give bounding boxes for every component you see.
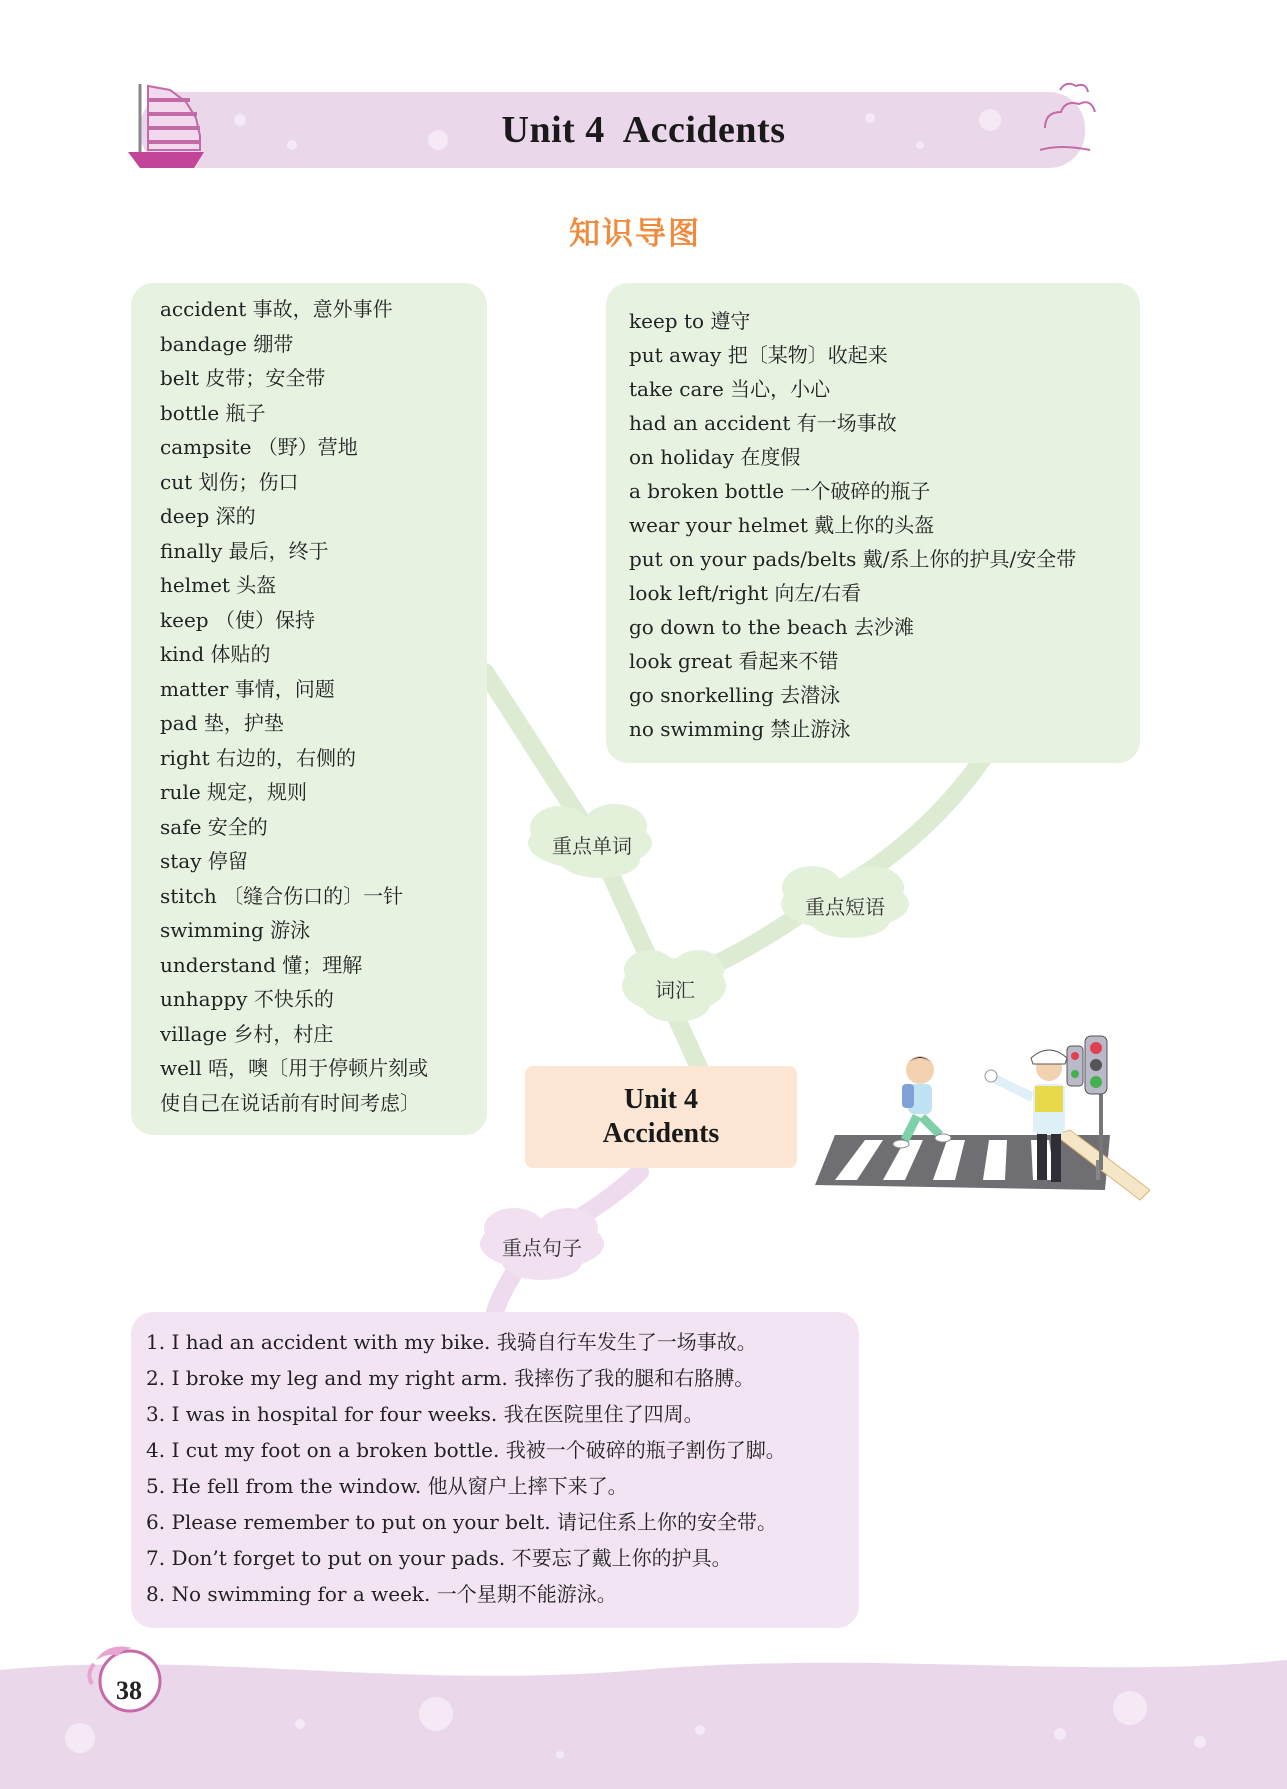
key-phrases-list <box>629 306 1149 748</box>
center-unit-label: Unit 4 <box>624 1084 698 1115</box>
center-topic-label: Accidents <box>602 1118 720 1149</box>
list-item: deep 深的 <box>160 504 256 528</box>
list-item: 4. I cut my foot on a broken bottle. 我被一个破碎的瓶子割伤了脚。 <box>146 1438 786 1462</box>
list-item: cut 划伤；伤口 <box>160 469 299 494</box>
crosswalk-illustration <box>805 1020 1150 1220</box>
section-subtitle: 知识导图 <box>569 216 701 252</box>
list-item: accident 事故，意外事件 <box>160 297 393 321</box>
mindmap-center-node <box>525 1066 797 1168</box>
list-item: swimming 游泳 <box>160 918 311 942</box>
list-item: on holiday 在度假 <box>629 445 801 469</box>
list-item: matter 事情，问题 <box>160 676 335 701</box>
list-item: keep （使）保持 <box>160 607 315 632</box>
key-sentences-list <box>146 1326 866 1614</box>
list-item: rule 规定，规则 <box>160 780 308 804</box>
list-item: look great 看起来不错 <box>629 649 839 673</box>
list-item: go down to the beach 去沙滩 <box>629 615 914 639</box>
list-item: 5. He fell from the window. 他从窗户上摔下来了。 <box>146 1474 628 1498</box>
page-number: 38 <box>116 1676 142 1705</box>
list-item: keep to 遵守 <box>629 309 751 333</box>
list-item: finally 最后，终于 <box>160 538 329 563</box>
list-item: take care 当心，小心 <box>629 377 831 401</box>
list-item: no swimming 禁止游泳 <box>629 717 851 741</box>
key-phrases-label: 重点短语 <box>805 895 885 919</box>
list-item: go snorkelling 去潜泳 <box>629 683 841 707</box>
list-item: stay 停留 <box>160 849 248 873</box>
list-item: understand 懂；理解 <box>160 952 363 977</box>
list-item: had an accident 有一场事故 <box>629 411 897 435</box>
list-item: bottle 瓶子 <box>160 400 266 425</box>
vocabulary-label: 词汇 <box>655 978 695 1002</box>
list-item: wear your helmet 戴上你的头盔 <box>629 513 935 537</box>
list-item: pad 垫，护垫 <box>160 711 284 735</box>
list-item: stitch 〔缝合伤口的〕一针 <box>160 883 404 908</box>
list-item: belt 皮带；安全带 <box>160 366 326 390</box>
list-item: bandage 绷带 <box>160 331 294 356</box>
page-title: Unit 4 Accidents <box>501 109 786 151</box>
list-item: campsite （野）营地 <box>160 435 358 459</box>
list-item: unhappy 不快乐的 <box>160 987 334 1011</box>
list-item: 8. No swimming for a week. 一个星期不能游泳。 <box>146 1582 617 1606</box>
list-item: put on your pads/belts 戴/系上你的护具/安全带 <box>629 547 1077 571</box>
footer-wave <box>0 1640 1287 1789</box>
list-item: 7. Don’t forget to put on your pads. 不要忘了戴上你的护具。 <box>146 1546 732 1570</box>
list-item: village 乡村，村庄 <box>160 1021 334 1046</box>
list-item: put away 把〔某物〕收起来 <box>629 343 888 367</box>
list-item: 3. I was in hospital for four weeks. 我在医院里住了四周。 <box>146 1402 704 1426</box>
list-item: well 唔，噢〔用于停顿片刻或 <box>160 1056 429 1080</box>
list-item: safe 安全的 <box>160 814 268 839</box>
list-item: 使自己在说话前有时间考虑〕 <box>160 1090 420 1115</box>
list-item: a broken bottle 一个破碎的瓶子 <box>629 479 931 503</box>
key-words-list <box>160 294 480 1122</box>
list-item: kind 体贴的 <box>160 642 271 666</box>
list-item: helmet 头盔 <box>160 573 277 597</box>
key-sentences-label: 重点句子 <box>502 1236 582 1260</box>
key-words-label: 重点单词 <box>552 834 632 858</box>
list-item: look left/right 向左/右看 <box>629 581 862 605</box>
list-item: 1. I had an accident with my bike. 我骑自行车发生了一场事故。 <box>146 1330 757 1354</box>
list-item: 6. Please remember to put on your belt. 请记住系上你的安全带。 <box>146 1510 777 1534</box>
list-item: 2. I broke my leg and my right arm. 我摔伤了我的腿和右胳膊。 <box>146 1366 755 1390</box>
list-item: right 右边的，右侧的 <box>160 745 357 770</box>
child-walking-icon <box>893 1056 951 1148</box>
